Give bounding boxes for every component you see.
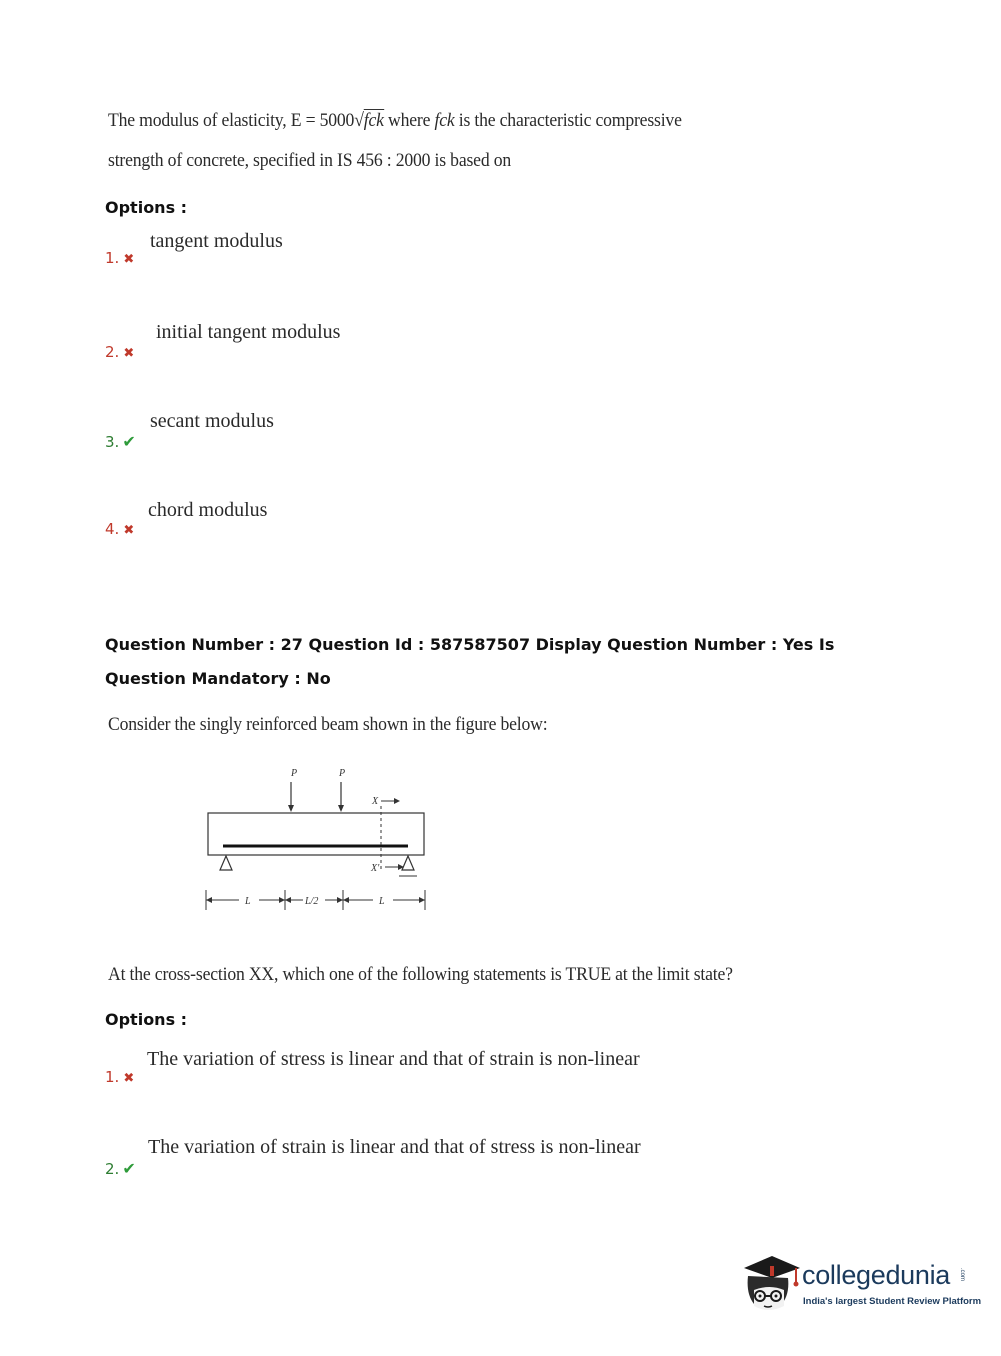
option-text: chord modulus	[148, 499, 268, 521]
option-number: 2. ✖	[105, 343, 135, 361]
load-label: P	[291, 768, 298, 779]
dimension-label: L/2	[305, 896, 319, 907]
dimension-arrow	[285, 897, 291, 903]
option-text: secant modulus	[150, 410, 274, 432]
sqrt-symbol: √	[354, 110, 364, 131]
logo-suffix: .com	[959, 1268, 965, 1282]
dimension-arrow	[343, 897, 349, 903]
options-label: Options :	[105, 198, 188, 217]
logo-tagline: India's largest Student Review Platform	[803, 1296, 982, 1307]
beam-figure	[195, 760, 445, 920]
question-stem-line2: strength of concrete, specified in IS 456 : 2000 is based on	[108, 150, 512, 171]
check-icon: ✔	[122, 1159, 136, 1178]
option-text: initial tangent modulus	[156, 321, 341, 343]
option-number: 1. ✖	[105, 249, 135, 267]
load-label: P	[339, 768, 346, 779]
dimension-label: L	[245, 896, 251, 907]
cross-icon: ✖	[123, 252, 135, 267]
question-meta: Question Number : 27 Question Id : 587587507 Display Question Number : Yes Is Question Mandatory : No	[105, 635, 835, 688]
dimension-arrow	[419, 897, 425, 903]
option-text: The variation of stress is linear and that of strain is non-linear	[147, 1048, 640, 1070]
logo-wordmark: collegedunia	[802, 1260, 951, 1290]
option-number: 3. ✔	[105, 432, 136, 451]
section-label-bottom: X'	[371, 863, 380, 874]
option-text: tangent modulus	[150, 230, 283, 252]
collegedunia-logo	[740, 1250, 982, 1322]
mascot-icon	[740, 1250, 802, 1320]
section-label-top: X	[372, 796, 379, 807]
dimension-label: L	[379, 896, 385, 907]
fck-symbol: fck	[363, 110, 384, 131]
option-number: 1. ✖	[105, 1068, 135, 1086]
option-text: The variation of strain is linear and that of stress is non-linear	[148, 1136, 641, 1158]
cross-icon: ✖	[123, 346, 135, 361]
question-text: At the cross-section XX, which one of the following statements is TRUE at the limit state?	[108, 964, 733, 985]
option-number: 2. ✔	[105, 1159, 136, 1178]
check-icon: ✔	[122, 432, 136, 451]
load-arrow-head	[338, 805, 344, 812]
section-arrow-head	[394, 798, 400, 804]
cross-icon: ✖	[123, 523, 135, 538]
roller-support	[402, 856, 414, 870]
dimension-arrow	[279, 897, 285, 903]
beam-body	[208, 813, 424, 855]
cross-icon: ✖	[123, 1071, 135, 1086]
load-arrow-head	[288, 805, 294, 812]
question-stem: Consider the singly reinforced beam shown in the figure below:	[108, 714, 548, 735]
option-number: 4. ✖	[105, 520, 135, 538]
pin-support	[220, 856, 232, 870]
dimension-arrow	[337, 897, 343, 903]
question-stem-line1: The modulus of elasticity, E = 5000√fck where fck is the characteristic compressive	[108, 110, 682, 131]
options-label: Options :	[105, 1010, 188, 1029]
dimension-arrow	[206, 897, 212, 903]
